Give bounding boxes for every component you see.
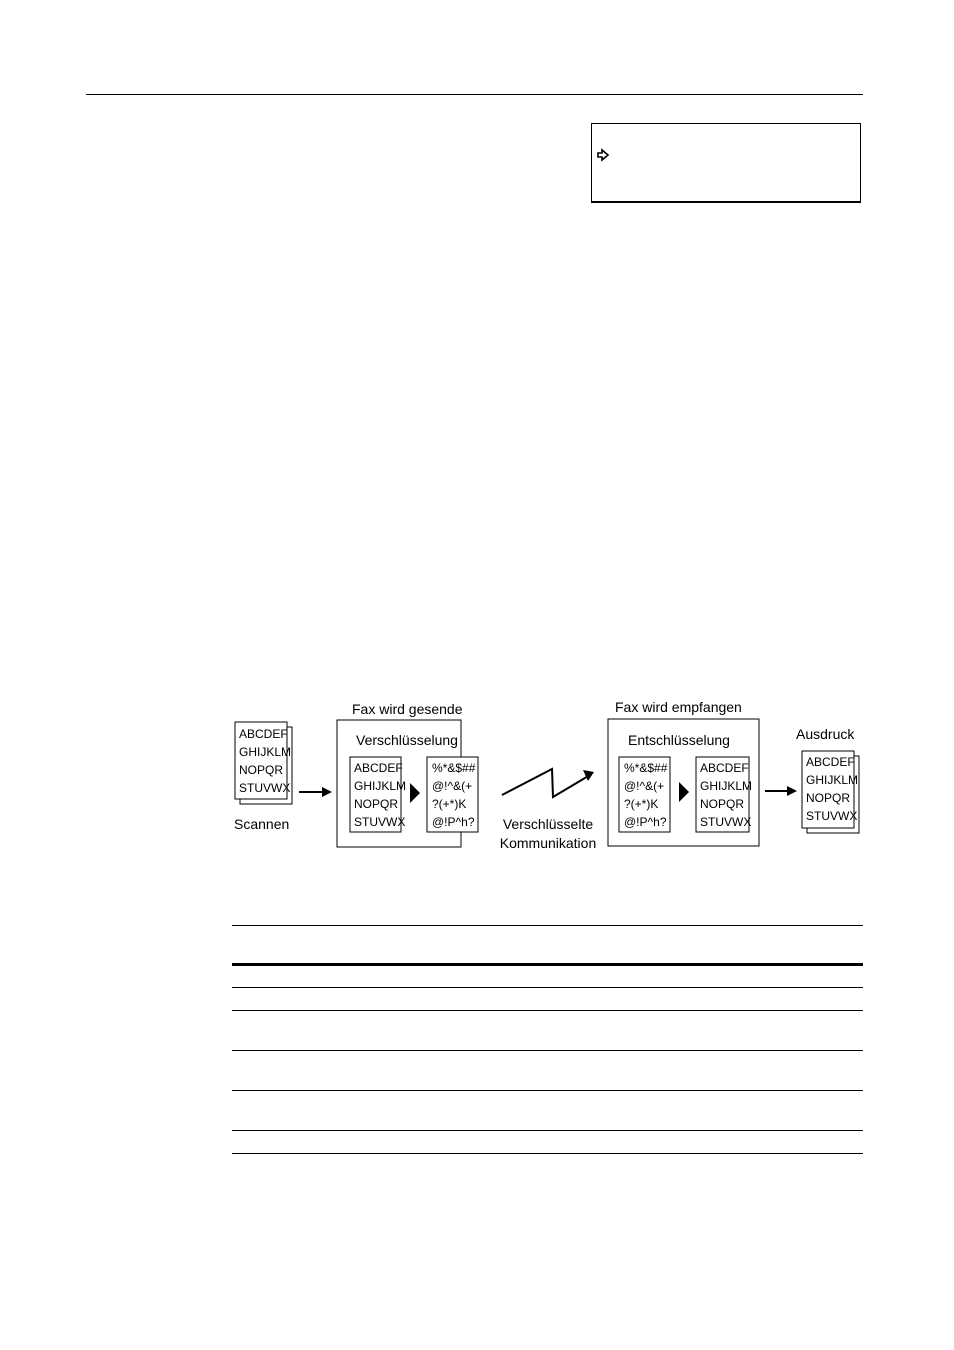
- scan-doc-line: GHIJKLM: [239, 745, 292, 759]
- cipher-line: ?(+*)K: [432, 797, 467, 811]
- arrow-right-icon: [596, 148, 610, 162]
- cipher-line: @!P^h?: [432, 815, 475, 829]
- plain-line: STUVWX: [354, 815, 406, 829]
- recv-plain-line: STUVWX: [700, 815, 752, 829]
- scan-label: Scannen: [234, 816, 290, 832]
- recv-cipher-line: ?(+*)K: [624, 797, 659, 811]
- table-bottom-rule: [232, 1153, 863, 1154]
- cipher-line: %*&$##: [432, 761, 476, 775]
- table-row-rule: [232, 1010, 863, 1011]
- print-document-stack: [802, 751, 859, 833]
- arrow-right-icon: [765, 786, 797, 796]
- header-rule: [86, 94, 863, 95]
- play-icon: [410, 783, 420, 803]
- table-row-rule: [232, 1050, 863, 1051]
- send-box-title: Fax wird gesende: [352, 701, 463, 717]
- play-icon: [679, 782, 689, 802]
- table-header-rule: [232, 963, 863, 966]
- arrow-right-icon: [299, 787, 332, 797]
- plain-line: GHIJKLM: [354, 779, 407, 793]
- table-row-rule: [232, 1130, 863, 1131]
- comm-label-2: Kommunikation: [499, 835, 597, 851]
- recv-cipher-line: %*&$##: [624, 761, 668, 775]
- plain-line: NOPQR: [354, 797, 399, 811]
- recv-cipher-line: @!P^h?: [624, 815, 667, 829]
- encryption-diagram: [0, 690, 954, 870]
- print-label: Ausdruck: [796, 726, 855, 742]
- scan-doc-line: NOPQR: [239, 763, 284, 777]
- recv-cipher-line: @!^&(+: [624, 779, 665, 793]
- print-doc-line: GHIJKLM: [806, 773, 859, 787]
- print-doc-line: NOPQR: [806, 791, 851, 805]
- print-doc-line: STUVWX: [806, 809, 858, 823]
- recv-plain-line: GHIJKLM: [700, 779, 753, 793]
- cipher-line: @!^&(+: [432, 779, 473, 793]
- print-doc-line: ABCDEF: [806, 755, 855, 769]
- recv-plain-line: ABCDEF: [700, 761, 749, 775]
- table-row-rule: [232, 1090, 863, 1091]
- scan-document-stack: [235, 722, 292, 804]
- scan-doc-line: STUVWX: [239, 781, 291, 795]
- recv-plain-line: NOPQR: [700, 797, 745, 811]
- table-top-rule: [232, 925, 863, 926]
- plain-line: ABCDEF: [354, 761, 403, 775]
- lightning-arrow-icon: [502, 769, 594, 797]
- encrypt-label: Verschlüsselung: [356, 732, 458, 748]
- comm-label-1: Verschlüsselte: [502, 816, 594, 832]
- table-row-rule: [232, 987, 863, 988]
- receive-box-title: Fax wird empfangen: [615, 699, 742, 715]
- scan-doc-line: ABCDEF: [239, 727, 288, 741]
- note-box: [591, 123, 861, 203]
- decrypt-label: Entschlüsselung: [628, 732, 730, 748]
